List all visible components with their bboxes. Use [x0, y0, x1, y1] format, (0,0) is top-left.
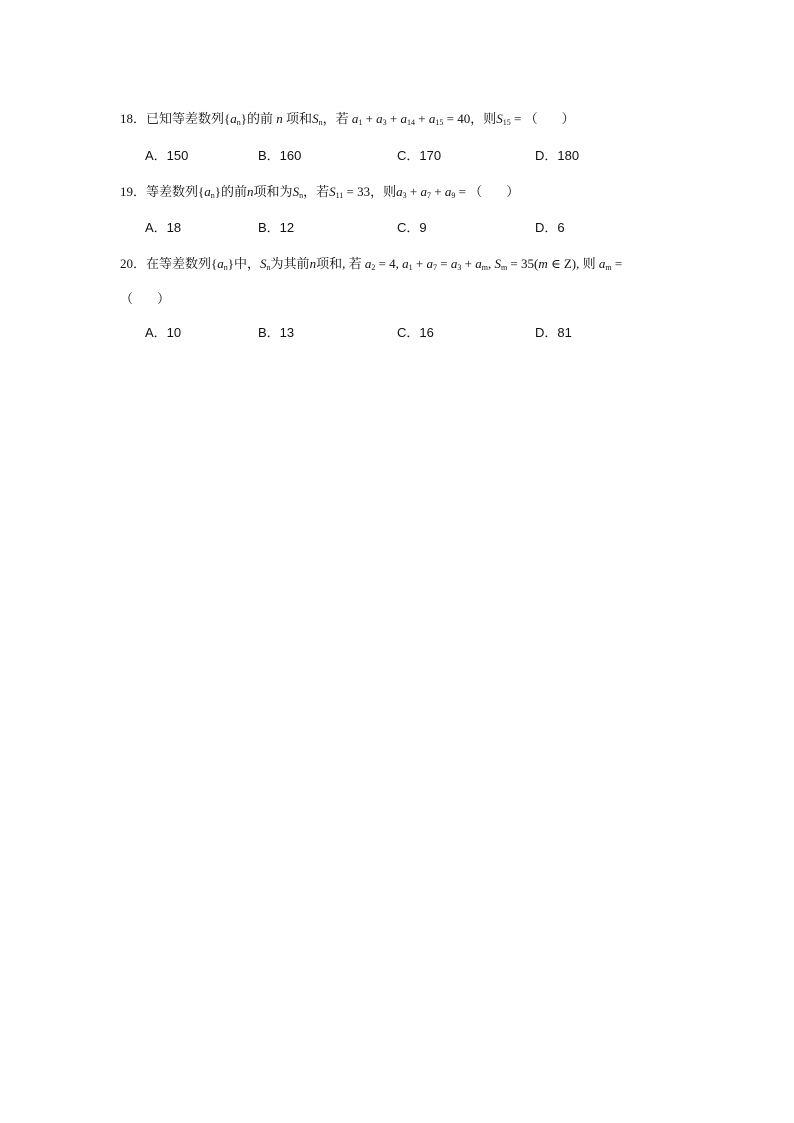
math-expression: $a_2 = 4$, $a_1 + a_7 = a_3 + a_m$, $S_m = 35(m$ ∈ Z): [364, 256, 577, 272]
math-variable: n: [309, 256, 317, 271]
option-c: C．170: [397, 148, 442, 163]
question-number: 19．: [120, 184, 147, 199]
option-a: A．150: [145, 148, 189, 163]
question-text: 已知等差数列: [146, 111, 225, 126]
question-text: ）: [157, 291, 171, 306]
question-text: ）: [561, 111, 575, 126]
math-expression: $a_3 + a_7 + a_9$ =: [396, 184, 470, 200]
option-b: B．12: [258, 220, 295, 235]
question-text: , 则: [576, 256, 596, 271]
question-number: 18．: [120, 111, 147, 126]
question-text: （: [120, 291, 134, 306]
option-c: C．16: [397, 325, 434, 340]
question-20: [120, 253, 622, 272]
options-18: [145, 145, 705, 165]
question-text: 等差数列: [146, 184, 199, 199]
math-expression: $\{a_n\}$: [224, 111, 248, 127]
option-d: D．6: [535, 220, 565, 235]
option-a: A．18: [145, 220, 182, 235]
question-text: 的前: [247, 111, 274, 126]
question-text: （: [524, 111, 538, 126]
question-text: ）: [506, 184, 520, 199]
math-variable: n: [247, 184, 254, 199]
question-18: [120, 108, 575, 127]
math-expression: $a_m$ =: [598, 256, 623, 272]
math-variable: n: [273, 111, 287, 126]
math-expression: $S_n$: [260, 256, 271, 272]
question-text: 为其前: [270, 256, 310, 271]
option-c: C．9: [397, 220, 427, 235]
math-expression: $\{a_n\}$: [198, 184, 222, 200]
math-expression: $S_{11} = 33$: [329, 184, 371, 200]
question-text: 项和: [286, 111, 313, 126]
question-text: ，则: [470, 111, 497, 126]
question-text: （: [469, 184, 483, 199]
options-20: [145, 322, 705, 342]
math-expression: $S_n$: [312, 111, 323, 127]
question-text: 项和, 若: [316, 256, 362, 271]
options-19: [145, 217, 705, 237]
option-a: A．10: [145, 325, 182, 340]
question-20-continuation: [120, 288, 170, 307]
question-text: ，若: [322, 111, 349, 126]
question-text: 在等差数列: [146, 256, 212, 271]
math-expression: $a_1 + a_3 + a_{14} + a_{15} = 40$: [351, 111, 471, 127]
question-text: 中，: [234, 256, 261, 271]
math-expression: $S_n$: [292, 184, 304, 200]
question-19: [120, 181, 519, 200]
question-text: ，若: [303, 184, 330, 199]
option-b: B．160: [258, 148, 302, 163]
question-number: 20．: [120, 256, 147, 271]
math-expression: $\{a_n\}$: [211, 256, 235, 272]
option-d: D．81: [535, 325, 572, 340]
question-text: 项和为: [253, 184, 293, 199]
option-d: D．180: [535, 148, 580, 163]
question-text: ，则: [370, 184, 397, 199]
option-b: B．13: [258, 325, 295, 340]
math-expression: $S_{15}$ =: [496, 111, 525, 127]
question-text: 的前: [221, 184, 248, 199]
